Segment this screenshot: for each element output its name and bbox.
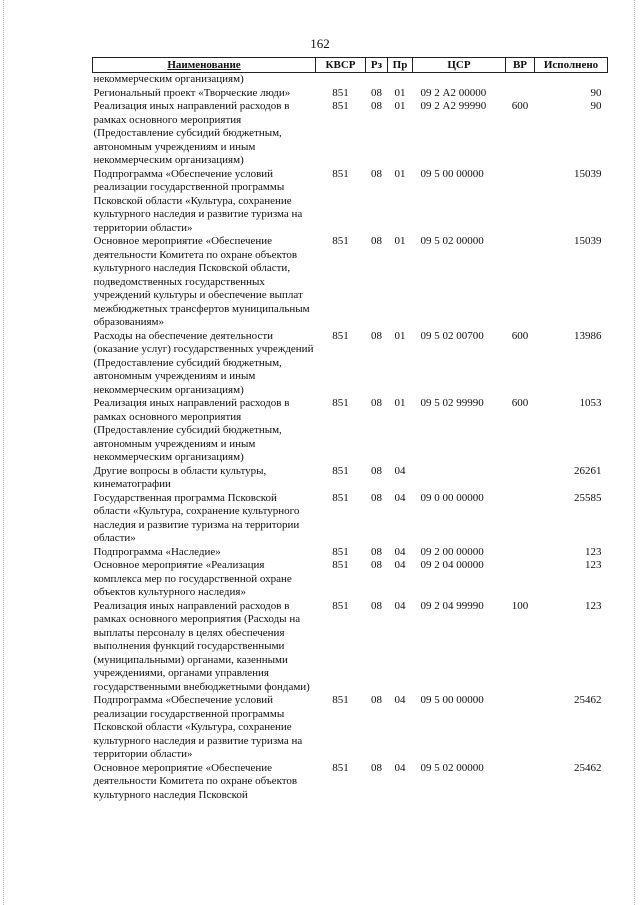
table-row [93,600,608,695]
cell-rz: 08 [371,329,382,342]
table-row [93,73,608,87]
cell-kvsr: 851 [332,329,349,342]
cell-vr [506,73,535,87]
header-rz: Рз [366,58,388,73]
cell-name: Основное мероприятие «Реализация комплекса мер по государственной охране объектов культурного наследия» [93,559,292,598]
cell-csr: 09 5 02 00000 [420,235,484,247]
cell-vr [506,168,535,236]
table-row [93,397,608,465]
table-row [93,168,608,236]
header-csr: ЦСР [413,58,506,73]
left-edge-line [3,0,4,905]
cell-csr: 09 5 02 00000 [420,761,484,774]
cell-rz: 08 [371,464,382,477]
cell-pr: 01 [394,235,406,247]
cell-kvsr: 851 [332,599,349,612]
cell-pr: 04 [394,694,406,706]
header-name: Наименование [93,58,316,73]
table-row [93,762,608,803]
cell-executed: 13986 [574,329,602,342]
cell-executed: 123 [585,559,602,571]
cell-csr: 09 2 А2 00000 [420,86,487,99]
cell-rz: 08 [371,559,382,571]
cell-name: Подпрограмма «Обеспечение условий реализации государственной программы Псковской области «Культура, сохранение культурного наследия и развитие туризма на территории области» [93,167,303,234]
budget-table [92,57,608,802]
cell-vr [506,694,535,762]
cell-pr: 04 [394,761,406,774]
cell-rz: 08 [371,86,382,99]
cell-csr: 09 5 02 99990 [420,397,484,409]
header-kvsr: КВСР [316,58,366,73]
cell-kvsr: 851 [332,86,349,99]
cell-rz: 08 [371,491,382,504]
cell-csr [413,73,506,87]
table-row [93,492,608,546]
table-row [93,330,608,398]
cell-vr: 100 [511,599,529,612]
cell-executed: 1053 [579,397,602,409]
cell-vr [506,762,535,803]
cell-pr: 01 [394,100,406,112]
cell-kvsr: 851 [332,559,349,571]
table-row [93,559,608,600]
page-number: 162 [310,36,330,51]
cell-kvsr: 851 [332,545,349,558]
cell-executed: 26261 [574,464,602,477]
table-row [93,465,608,492]
cell-vr [506,235,535,330]
cell-csr: 09 5 00 00000 [420,167,484,180]
cell-csr: 09 0 00 00000 [420,491,484,504]
cell-vr [506,87,535,101]
cell-vr [506,559,535,600]
cell-name: Подпрограмма «Обеспечение условий реализации государственной программы Псковской области «Культура, сохранение культурного наследия и развитие туризма на территории области» [93,694,303,760]
cell-executed: 15039 [574,167,602,180]
cell-kvsr: 851 [332,167,349,180]
cell-rz: 08 [371,545,382,558]
cell-executed: 25462 [574,694,602,706]
cell-rz: 08 [371,235,382,247]
cell-kvsr: 851 [332,397,349,409]
cell-kvsr: 851 [332,761,349,774]
header-pr: Пр [388,58,413,73]
cell-executed: 25462 [574,761,602,774]
cell-rz: 08 [371,167,382,180]
cell-name: Реализация иных направлений расходов в рамках основного мероприятия (Предоставление субсидий бюджетным, автономным учреждениям и иным некоммерческим организациям) [93,397,290,463]
header-vr: ВР [506,58,535,73]
cell-rz [366,73,388,87]
cell-name: Основное мероприятие «Обеспечение деятельности Комитета по охране объектов культурного наследия Псковской области, подведомственных государственных учреждений культуры и обеспечение выплат межбюджетных трансфертов муниципальным образованиям» [93,235,310,328]
cell-executed: 90 [590,100,602,112]
cell-kvsr: 851 [332,491,349,504]
cell-pr: 01 [394,329,406,342]
cell-executed: 15039 [574,235,602,247]
cell-rz: 08 [371,100,382,112]
cell-executed: 123 [585,599,602,612]
cell-vr: 600 [511,329,529,342]
cell-vr: 600 [511,397,529,409]
cell-pr: 04 [394,599,406,612]
right-edge-line [634,0,635,905]
header-executed: Исполнено [535,58,608,73]
cell-executed: 25585 [574,491,602,504]
cell-name: Реализация иных направлений расходов в рамках основного мероприятия (Расходы на выплаты персоналу в целях обеспечения выполнения функций государственными (муниципальными) органами, казенными учреждениями, органами управления государственными внебюджетными фондами) [93,599,310,693]
table-row [93,100,608,168]
cell-csr: 09 5 00 00000 [420,694,484,706]
cell-rz: 08 [371,761,382,774]
cell-pr: 04 [394,545,406,558]
cell-pr: 01 [394,167,406,180]
cell-vr: 600 [511,100,529,112]
cell-pr: 04 [394,491,406,504]
cell-executed: 123 [585,545,602,558]
cell-name: Реализация иных направлений расходов в рамках основного мероприятия (Предоставление субсидий бюджетным, автономным учреждениям и иным некоммерческим организациям) [93,100,290,166]
cell-csr: 09 2 04 99990 [420,599,484,612]
table-row [93,235,608,330]
cell-name: Расходы на обеспечение деятельности (оказание услуг) государственных учреждений (Предоставление субсидий бюджетным, автономным учреждениям и иным некоммерческим организациям) [93,329,314,396]
table-body [93,73,608,803]
cell-rz: 08 [371,397,382,409]
cell-vr [506,465,535,492]
cell-executed: 90 [590,86,602,99]
table-row [93,694,608,762]
cell-pr: 01 [394,86,406,99]
cell-kvsr: 851 [332,235,349,247]
cell-csr: 09 2 А2 99990 [420,100,487,112]
cell-pr [388,73,413,87]
cell-name: некоммерческим организациям) [93,73,244,85]
cell-pr: 01 [394,397,406,409]
cell-kvsr: 851 [332,464,349,477]
cell-csr: 09 2 00 00000 [420,545,484,558]
cell-name: Основное мероприятие «Обеспечение деятельности Комитета по охране объектов культурного наследия Псковской [93,761,298,801]
cell-kvsr [316,73,366,87]
cell-vr [506,492,535,546]
cell-vr [506,546,535,560]
cell-rz: 08 [371,694,382,706]
table-row [93,546,608,560]
cell-csr: 09 2 04 00000 [420,559,484,571]
cell-executed [535,73,608,87]
cell-kvsr: 851 [332,100,349,112]
cell-name: Другие вопросы в области культуры, кинематографии [93,464,267,490]
cell-name: Государственная программа Псковской области «Культура, сохранение культурного наследия и развитие туризма на территории области» [93,491,300,544]
cell-rz: 08 [371,599,382,612]
cell-pr: 04 [394,464,406,477]
table-header-row [93,58,608,73]
cell-name: Подпрограмма «Наследие» [93,545,221,558]
table-row [93,87,608,101]
cell-name: Региональный проект «Творческие люди» [93,86,291,99]
cell-csr: 09 5 02 00700 [420,329,484,342]
cell-csr [413,465,506,492]
cell-kvsr: 851 [332,694,349,706]
cell-pr: 04 [394,559,406,571]
